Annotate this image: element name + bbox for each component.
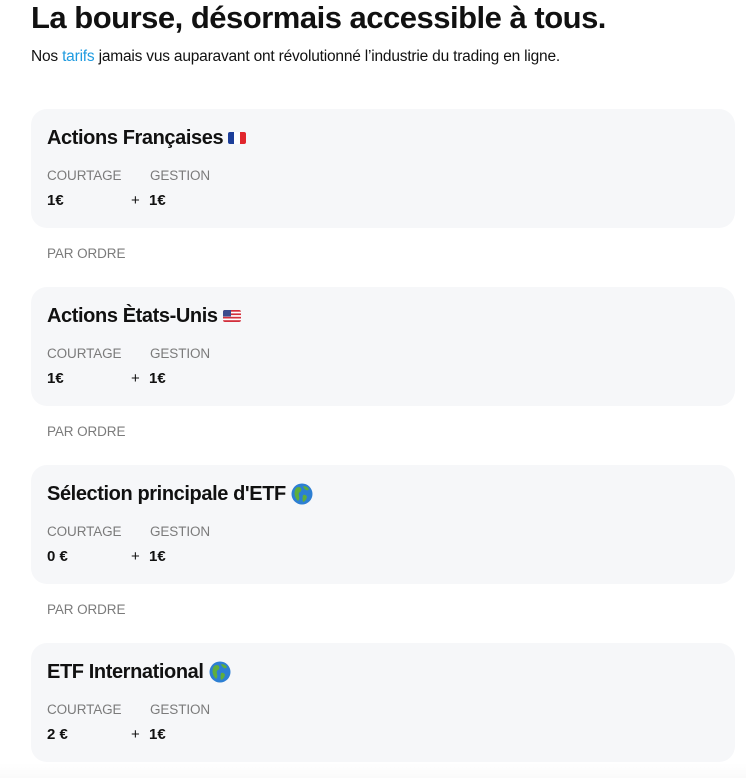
page-subtitle xyxy=(31,47,560,67)
plus-sign: + xyxy=(131,192,140,209)
per-order-label: PAR ORDRE xyxy=(47,602,126,617)
france-flag-icon xyxy=(228,132,246,144)
courtage-value: 1€ xyxy=(47,370,64,387)
courtage-label: COURTAGE xyxy=(47,702,122,717)
globe-americas-icon xyxy=(209,661,231,683)
card-title xyxy=(47,659,231,685)
card-title-text: Actions Ètats-Unis xyxy=(47,305,218,327)
gestion-value: 1€ xyxy=(149,548,166,565)
card-title xyxy=(47,125,246,151)
globe-americas-icon xyxy=(291,483,313,505)
subtitle-suffix: jamais vus auparavant ont révolutionné l’industrie du trading en ligne. xyxy=(94,48,561,65)
tarifs-link[interactable]: tarifs xyxy=(62,48,95,65)
courtage-label: COURTAGE xyxy=(47,524,122,539)
page-title: La bourse, désormais accessible à tous. xyxy=(31,0,606,35)
courtage-value: 2 € xyxy=(47,726,68,743)
courtage-label: COURTAGE xyxy=(47,346,122,361)
pricing-card-international-etf xyxy=(31,643,735,762)
card-title-text: Actions Françaises xyxy=(47,127,224,149)
gestion-value: 1€ xyxy=(149,726,166,743)
pricing-card-main-etf xyxy=(31,465,735,584)
gestion-label: GESTION xyxy=(150,346,211,361)
plus-sign: + xyxy=(131,726,140,743)
gestion-label: GESTION xyxy=(150,168,211,183)
subtitle-prefix: Nos xyxy=(31,48,63,65)
courtage-value: 0 € xyxy=(47,548,68,565)
card-title-text: ETF International xyxy=(47,661,204,683)
card-title-text: Sélection principale d'ETF xyxy=(47,483,286,505)
card-title xyxy=(47,303,241,329)
per-order-label: PAR ORDRE xyxy=(47,424,126,439)
gestion-label: GESTION xyxy=(150,524,211,539)
gestion-value: 1€ xyxy=(149,192,166,209)
pricing-card-french-stocks xyxy=(31,109,735,228)
courtage-value: 1€ xyxy=(47,192,64,209)
per-order-label: PAR ORDRE xyxy=(47,246,126,261)
gestion-label: GESTION xyxy=(150,702,211,717)
card-title xyxy=(47,481,313,507)
pricing-card-us-stocks xyxy=(31,287,735,406)
plus-sign: + xyxy=(131,548,140,565)
plus-sign: + xyxy=(131,370,140,387)
usa-flag-icon xyxy=(223,310,241,322)
bottom-fade xyxy=(0,763,746,778)
gestion-value: 1€ xyxy=(149,370,166,387)
courtage-label: COURTAGE xyxy=(47,168,122,183)
